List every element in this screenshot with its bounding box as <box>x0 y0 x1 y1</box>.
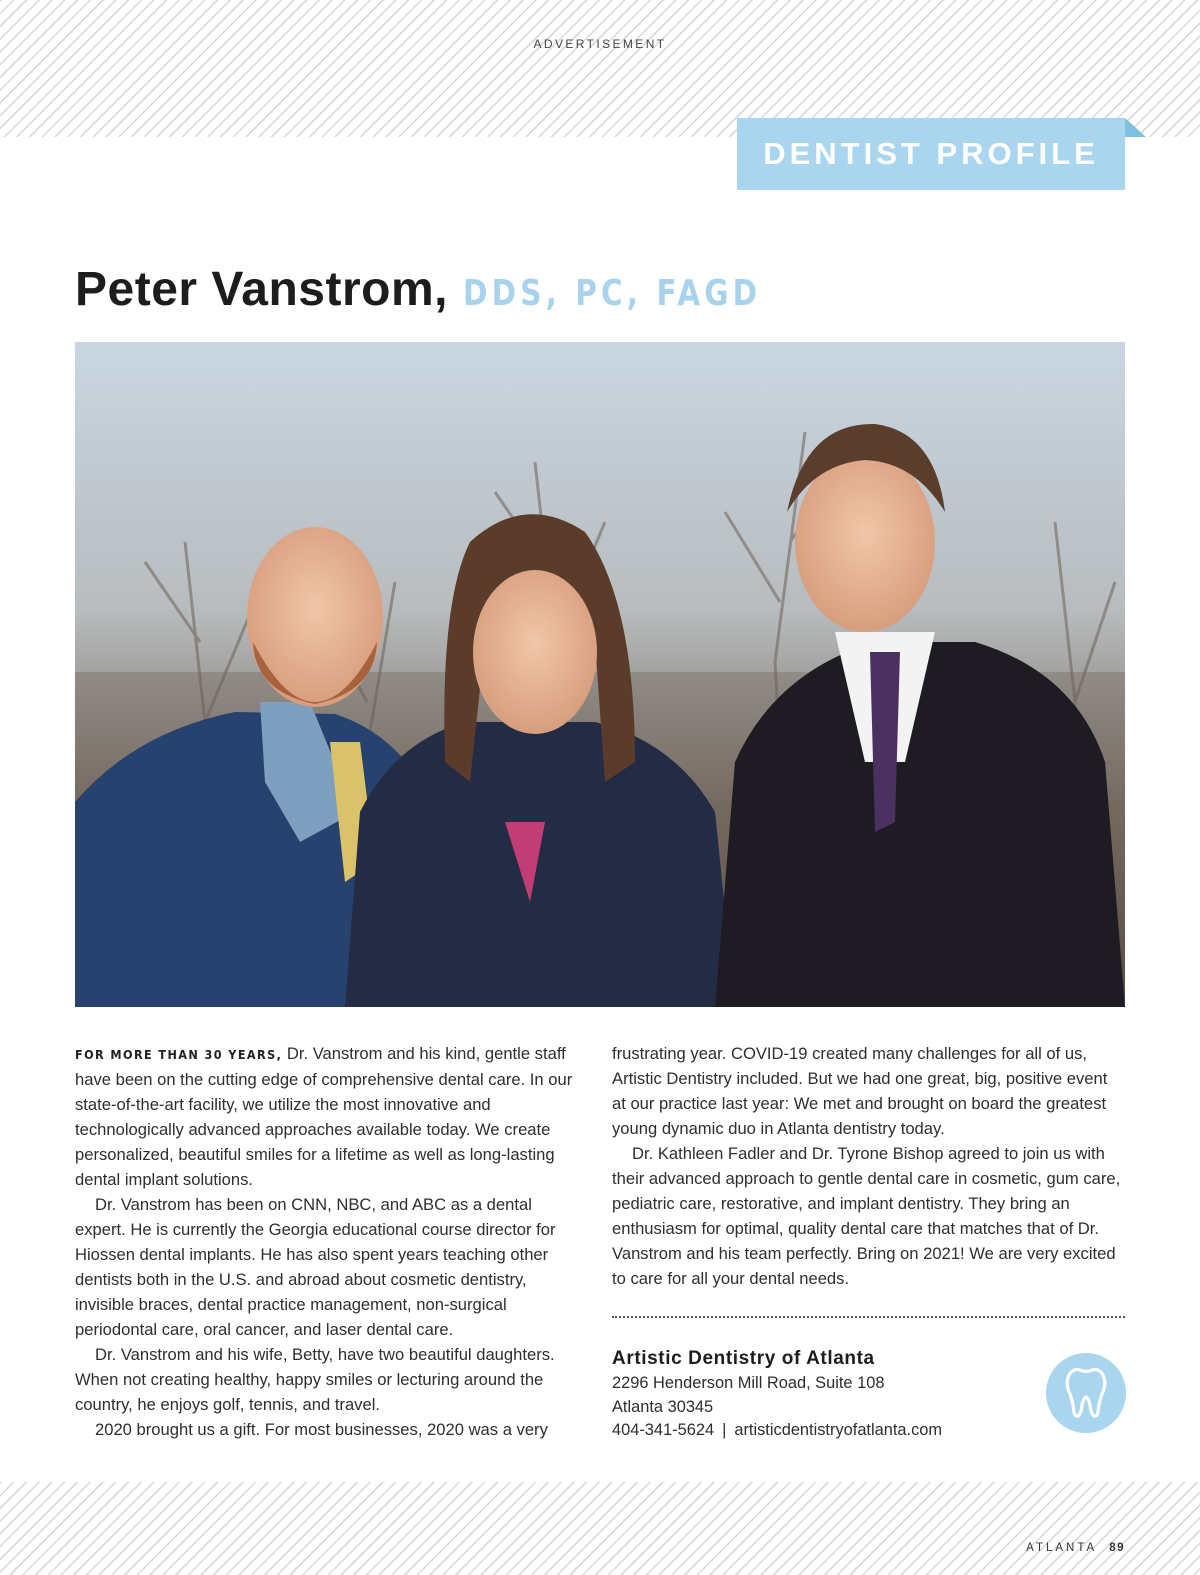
website-link[interactable]: artisticdentistryofatlanta.com <box>734 1421 943 1439</box>
address-line: 2296 Henderson Mill Road, Suite 108 <box>612 1374 885 1392</box>
section-tab-fold <box>1125 118 1146 137</box>
lead-in: FOR MORE THAN 30 YEARS, <box>75 1047 283 1062</box>
paragraph: Dr. Kathleen Fadler and Dr. Tyrone Bishop agreed to join us with their advanced approach to gentle dental care in cosmetic, gum care, pediatric care, restorative, and implant dentistry. They bring an enthusiasm for optimal, quality dental care that matches that of Dr. Vanstrom and his team perfectly. Bring on 2021! We are very excited to care for all your dental needs. <box>612 1144 1121 1288</box>
practice-name: Artistic Dentistry of Atlanta <box>612 1348 875 1369</box>
paragraph-text: Dr. Vanstrom and his kind, gentle staff have been on the cutting edge of comprehensive dental care. In our state-of-the-art facility, we utilize the most innovative and technologically advanced approaches available today. We create personalized, beautiful smiles for a lifetime as well as long-lasting dental implant solutions. <box>75 1044 573 1189</box>
bottom-stripe-band <box>0 1482 1200 1575</box>
page-number: 89 <box>1109 1542 1125 1554</box>
paragraph <box>75 1041 585 1192</box>
section-tab-label: DENTIST PROFILE <box>763 136 1099 171</box>
doctor-credentials: DDS, PC, FAGD <box>462 273 762 314</box>
paragraph: 2020 brought us a gift. For most businesses, 2020 was a very <box>95 1420 548 1439</box>
doctor-name: Peter Vanstrom, <box>75 263 448 316</box>
page-footer <box>1026 1542 1125 1554</box>
body-column-right <box>612 1041 1122 1291</box>
publication-name: ATLANTA <box>1026 1542 1098 1554</box>
paragraph: Dr. Vanstrom has been on CNN, NBC, and ABC as a dental expert. He is currently the Georgia educational course director for Hiossen dental implants. He has also spent years teaching other dentists both in the U.S. and abroad about cosmetic dentistry, invisible braces, dental practice management, non-surgical periodontal care, oral cancer, and laser dental care. <box>75 1195 556 1339</box>
page-title <box>75 262 827 317</box>
advertisement-label: ADVERTISEMENT <box>533 37 667 51</box>
separator: | <box>722 1421 727 1439</box>
phone-web-line <box>612 1419 1032 1443</box>
top-stripe-band <box>0 0 1200 137</box>
paragraph: Dr. Vanstrom and his wife, Betty, have two beautiful daughters. When not creating healthy, happy smiles or lecturing around the country, he enjoys golf, tennis, and travel. <box>75 1345 555 1414</box>
phone-number[interactable]: 404-341-5624 <box>612 1421 715 1439</box>
group-portrait-photo <box>75 342 1125 1007</box>
contact-block <box>612 1346 1032 1443</box>
section-tab <box>737 118 1125 190</box>
divider <box>612 1316 1125 1318</box>
paragraph: frustrating year. COVID-19 created many challenges for all of us, Artistic Dentistry included. But we had one great, big, positive event at our practice last year: We met and brought on board the greatest young dynamic duo in Atlanta dentistry today. <box>612 1044 1108 1138</box>
tooth-icon <box>1046 1353 1126 1433</box>
city-line: Atlanta 30345 <box>612 1397 714 1416</box>
body-column-left <box>75 1041 585 1442</box>
